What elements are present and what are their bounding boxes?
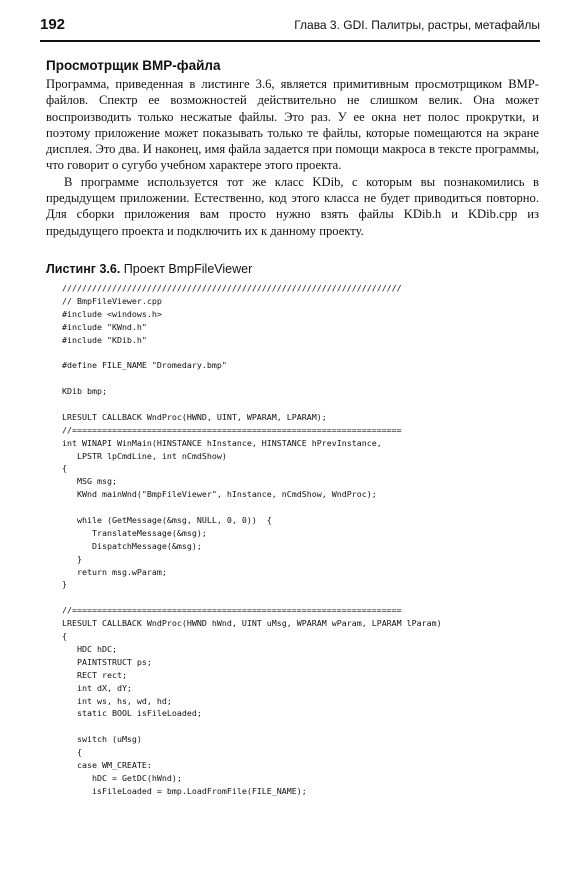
code-line [62, 372, 532, 385]
code-line: LRESULT CALLBACK WndProc(HWND, UINT, WPARAM, LPARAM); [62, 411, 327, 422]
code-line: #include <windows.h> [62, 308, 162, 319]
body-text [46, 76, 539, 239]
code-line [62, 398, 532, 411]
code-line: int ws, hs, wd, hd; [62, 695, 172, 706]
running-title: Глава 3. GDI. Палитры, растры, метафайлы [294, 18, 540, 32]
code-line: hDC = GetDC(hWnd); [62, 772, 182, 783]
code-line [62, 346, 532, 359]
code-line: case WM_CREATE: [62, 759, 152, 770]
code-line: KWnd mainWnd("BmpFileViewer", hInstance, nCmdShow, WndProc); [62, 489, 377, 500]
paragraph: В программе используется тот же класс KDib, с которым вы познакомились в предыдущем приложении. Естественно, код этого класса не будет приводиться повторно. Для сборки приложения вам просто нужно взять файлы KDib.h и KDib.cpp из предыдущего проекта и подключить их к данному проекту. [46, 174, 539, 238]
code-line: #include "KWnd.h" [62, 321, 147, 332]
code-line: TranslateMessage(&msg); [62, 527, 207, 538]
code-line: { [62, 747, 82, 758]
section-title: Просмотрщик BMP-файла [46, 58, 221, 73]
code-line: #include "KDib.h" [62, 334, 147, 345]
page-header [40, 14, 540, 42]
code-line: { [62, 631, 67, 642]
code-line: isFileLoaded = bmp.LoadFromFile(FILE_NAME); [62, 785, 307, 796]
listing-label: Листинг 3.6. [46, 262, 121, 276]
code-line: KDib bmp; [62, 386, 107, 397]
code-line: DispatchMessage(&msg); [62, 540, 202, 551]
code-line: //================================================================== [62, 605, 402, 616]
code-line: } [62, 553, 82, 564]
code-line: LPSTR lpCmdLine, int nCmdShow) [62, 450, 227, 461]
listing-caption [46, 262, 252, 276]
code-line: int dX, dY; [62, 682, 132, 693]
listing-title: Проект BmpFileViewer [123, 262, 253, 276]
code-line [62, 591, 532, 604]
paragraph: Программа, приведенная в листинге 3.6, является примитивным просмотрщиком BMP-файлов. Спектр ее возможностей действительно не слишком велик. Она может воспроизводить только несжатые файлы. Это раз. У ее окна нет полос прокрутки, и поэтому приложение может показывать только те файлы, которые помещаются на экране дисплея. Это два. И наконец, имя файла задается при помощи макроса в тексте программы, что говорит о сугубо учебном характере этого проекта. [46, 77, 539, 173]
code-line: // BmpFileViewer.cpp [62, 295, 162, 306]
code-line: int WINAPI WinMain(HINSTANCE hInstance, HINSTANCE hPrevInstance, [62, 437, 382, 448]
code-line: //================================================================== [62, 424, 402, 435]
code-line: switch (uMsg) [62, 734, 142, 745]
code-line: { [62, 463, 67, 474]
code-line: HDC hDC; [62, 643, 117, 654]
code-line: LRESULT CALLBACK WndProc(HWND hWnd, UINT uMsg, WPARAM wParam, LPARAM lParam) [62, 618, 442, 629]
code-line: #define FILE_NAME "Dromedary.bmp" [62, 360, 227, 371]
code-line: static BOOL isFileLoaded; [62, 708, 202, 719]
code-line [62, 501, 532, 514]
code-line [62, 720, 532, 733]
page-number: 192 [40, 16, 66, 33]
code-line: MSG msg; [62, 476, 117, 487]
code-line: RECT rect; [62, 669, 127, 680]
code-line: return msg.wParam; [62, 566, 167, 577]
code-line: //////////////////////////////////////////////////////////////////// [62, 283, 402, 293]
code-line: } [62, 579, 67, 590]
code-line: while (GetMessage(&msg, NULL, 0, 0)) { [62, 515, 272, 526]
code-line: PAINTSTRUCT ps; [62, 656, 152, 667]
code-listing [62, 282, 532, 798]
